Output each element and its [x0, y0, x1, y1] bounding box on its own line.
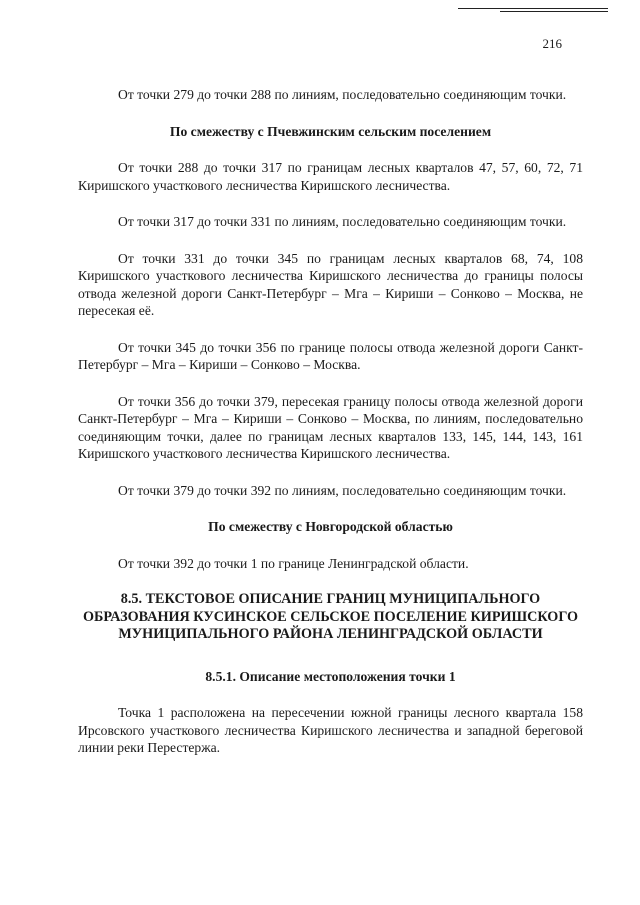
- paragraph: От точки 288 до точки 317 по границам лесных кварталов 47, 57, 60, 72, 71 Киришского участкового лесничества Киришского лесничества.: [78, 160, 583, 193]
- page-number: 216: [542, 36, 562, 51]
- scan-mark-line: [458, 8, 608, 9]
- scan-mark-line: [500, 11, 608, 12]
- paragraph: От точки 345 до точки 356 по границе полосы отвода железной дороги Санкт-Петербург – Мга – Кириши – Сонково – Москва.: [78, 339, 583, 372]
- section-heading: По смежеству с Новгородской областью: [208, 519, 453, 534]
- paragraph: От точки 331 до точки 345 по границам лесных кварталов 68, 74, 108 Киришского участкового лесничества Киришского лесничества до границы полосы отвода железной дороги Санкт-Петербург – Мга – Кириши – Сонково – Москва, не пересекая её.: [78, 250, 583, 318]
- section-heading: По смежеству с Пчевжинским сельским поселением: [169, 123, 492, 139]
- paragraph: От точки 356 до точки 379, пересекая границу полосы отвода железной дороги Санкт-Петербург – Мга – Кириши – Сонково – Москва, по линиям, последовательно соединяющим точки, далее по границам лесных кварталов 133, 145, 144, 143, 161 Киришского участкового лесничества Киришского лесничества.: [78, 393, 583, 461]
- paragraph: Точка 1 расположена на пересечении южной границы лесного квартала 158 Ирсовского участкового лесничества Киришского лесничества и западной береговой линии реки Перестержа.: [78, 705, 583, 755]
- paragraph: От точки 317 до точки 331 по линиям, последовательно соединяющим точки.: [118, 214, 567, 229]
- chapter-heading: 8.5. ТЕКСТОВОЕ ОПИСАНИЕ ГРАНИЦ МУНИЦИПАЛЬНОГО ОБРАЗОВАНИЯ КУСИНСКОЕ СЕЛЬСКОЕ ПОСЕЛЕНИЕ КИРИШСКОГО МУНИЦИПАЛЬНОГО РАЙОНА ЛЕНИНГРАДСКОЙ ОБЛАСТИ: [82, 591, 579, 642]
- paragraph: От точки 392 до точки 1 по границе Ленинградской области.: [118, 555, 469, 571]
- document-body: [78, 86, 583, 757]
- paragraph: От точки 379 до точки 392 по линиям, последовательно соединяющим точки.: [118, 482, 567, 498]
- subsection-heading: 8.5.1. Описание местоположения точки 1: [205, 668, 456, 684]
- paragraph: От точки 279 до точки 288 по линиям, последовательно соединяющим точки.: [118, 87, 567, 102]
